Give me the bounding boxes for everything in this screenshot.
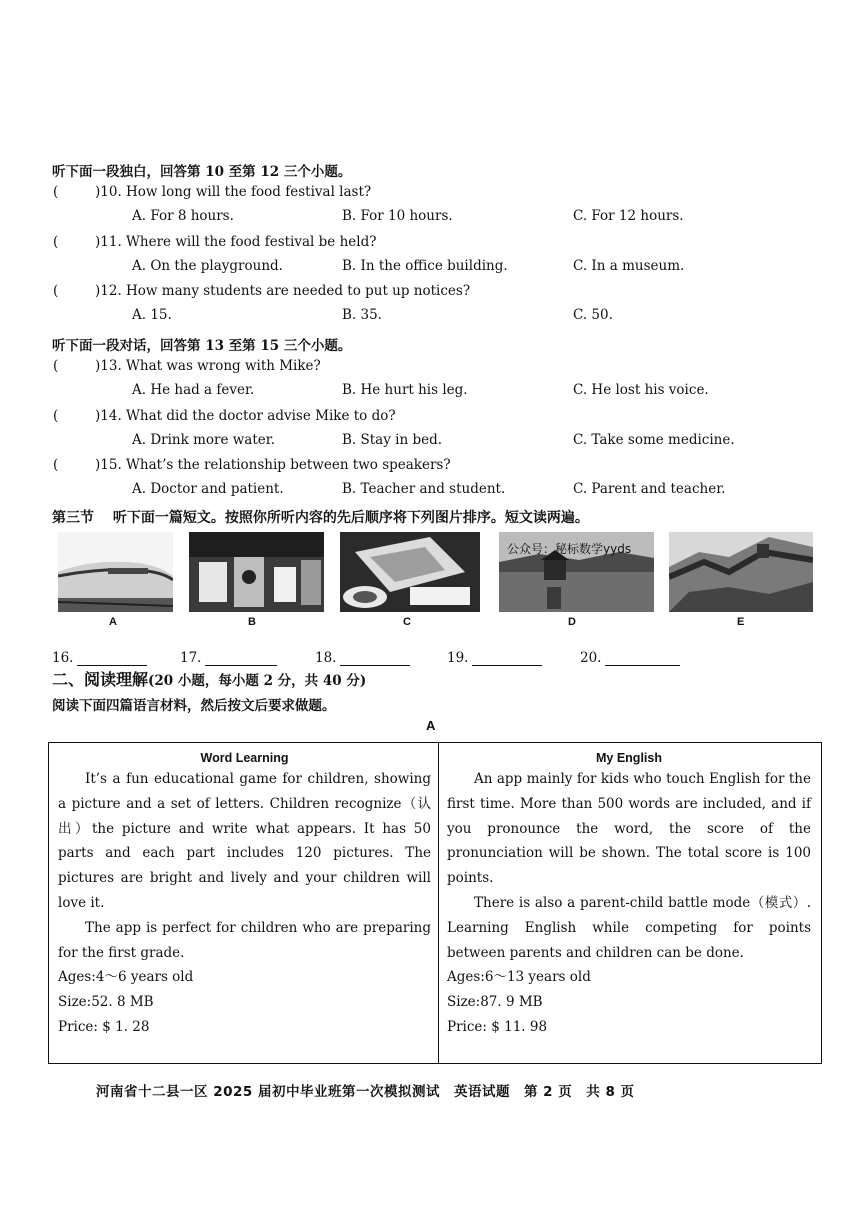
question-13-option-a[interactable]: A. He had a fever. (132, 382, 255, 398)
question-10-option-c[interactable]: C. For 12 hours. (573, 208, 684, 224)
question-10-stem: )10. How long will the food festival last? (95, 184, 372, 200)
word-learning-ages: Ages:4～6 years old (58, 969, 194, 986)
question-10-option-b[interactable]: B. For 10 hours. (342, 208, 453, 224)
answer-blank-16[interactable]: 16. (52, 650, 147, 666)
question-13-option-b[interactable]: B. He hurt his leg. (342, 382, 468, 398)
picture-b-label: B (248, 616, 256, 628)
my-english-paragraph-2: There is also a parent-child battle mode（模式）. Learning English while competing for points between parents and children can be done. (447, 894, 811, 961)
question-15-option-b[interactable]: B. Teacher and student. (342, 481, 506, 497)
question-15-option-c[interactable]: C. Parent and teacher. (573, 481, 726, 497)
picture-b-museum-image (189, 532, 324, 612)
section-intro-10-12: 听下面一段独白，回答第 10 至第 12 三个小题。 (52, 164, 352, 180)
question-14-stem: )14. What did the doctor advise Mike to do? (95, 407, 396, 424)
my-english-column (447, 743, 811, 1040)
question-15-option-a[interactable]: A. Doctor and patient. (132, 481, 284, 497)
answer-paren-14[interactable]: ( (53, 407, 59, 424)
question-11-option-b[interactable]: B. In the office building. (342, 257, 508, 274)
my-english-ages: Ages:6～13 years old (447, 969, 591, 986)
word-learning-price: Price: $ 1. 28 (58, 1018, 150, 1035)
question-11-option-a[interactable]: A. On the playground. (132, 257, 283, 274)
my-english-paragraph-1: An app mainly for kids who touch English for the first time. More than 500 words are included, and if you pronounce the word, the score of the pronunciation will be shown. The total score is 100 points. (447, 771, 811, 887)
question-12-stem: )12. How many students are needed to put up notices? (95, 283, 471, 299)
answer-paren-12[interactable]: ( (53, 283, 59, 299)
question-11-option-c[interactable]: C. In a museum. (573, 257, 685, 274)
watermark-text: 公众号：秘标数学yyds (507, 542, 632, 556)
question-14-option-c[interactable]: C. Take some medicine. (573, 431, 735, 448)
question-13-option-c[interactable]: C. He lost his voice. (573, 382, 709, 398)
picture-c-label: C (403, 616, 411, 628)
word-learning-column (58, 743, 431, 1040)
question-13-stem: )13. What was wrong with Mike? (95, 358, 321, 374)
picture-e-label: E (737, 616, 745, 628)
word-learning-size: Size:52. 8 MB (58, 994, 154, 1011)
passage-label: A (426, 718, 436, 733)
answer-blank-20[interactable]: 20. (580, 650, 680, 666)
part3-heading (52, 507, 589, 527)
picture-d-label: D (568, 616, 576, 628)
picture-e-great-wall-image (669, 532, 813, 612)
picture-c-food-image (340, 532, 480, 612)
question-12-option-c[interactable]: C. 50. (573, 307, 613, 323)
question-14-option-b[interactable]: B. Stay in bed. (342, 431, 443, 448)
word-learning-paragraph-1: It’s a fun educational game for children, showing a picture and a set of letters. Children recognize（认出）the picture and write what appears. It has 50 parts and each part includes 120 pictures. The pictures are bright and lively and your children will love it. (58, 771, 431, 911)
picture-a-label: A (109, 616, 117, 628)
question-15-stem: )15. What’s the relationship between two speakers? (95, 457, 451, 473)
reading-heading (52, 667, 366, 690)
app-comparison-table (48, 742, 822, 1064)
answer-paren-11[interactable]: ( (53, 233, 59, 250)
table-divider (438, 743, 439, 1063)
answer-paren-10[interactable]: ( (53, 184, 59, 200)
question-10-option-a[interactable]: A. For 8 hours. (132, 208, 234, 224)
my-english-price: Price: $ 11. 98 (447, 1018, 548, 1035)
reading-instruction: 阅读下面四篇语言材料，然后按文后要求做题。 (52, 698, 336, 714)
answer-paren-13[interactable]: ( (53, 358, 59, 374)
my-english-size: Size:87. 9 MB (447, 994, 543, 1011)
picture-d-lake-image (499, 532, 654, 612)
page-footer: 河南省十二县一区 2025 届初中毕业班第一次模拟测试 英语试题 第 2 页 共 8 页 (96, 1084, 635, 1100)
picture-a-train-image (58, 532, 173, 612)
answer-paren-15[interactable]: ( (53, 457, 59, 473)
answer-blank-19[interactable]: 19. (447, 650, 542, 666)
word-learning-paragraph-2: The app is perfect for children who are preparing for the first grade. (58, 919, 431, 961)
reading-title: 二、阅读理解 (52, 670, 149, 689)
part3-title: 第三节 (52, 510, 94, 526)
question-12-option-a[interactable]: A. 15. (132, 307, 172, 323)
my-english-title: My English (596, 751, 662, 765)
part3-text: 听下面一篇短文。按照你所听内容的先后顺序将下列图片排序。短文读两遍。 (112, 510, 589, 526)
question-14-option-a[interactable]: A. Drink more water. (132, 431, 276, 448)
word-learning-title: Word Learning (200, 751, 289, 765)
question-11-stem: )11. Where will the food festival be held? (95, 233, 377, 250)
answer-blank-18[interactable]: 18. (315, 650, 410, 666)
question-12-option-b[interactable]: B. 35. (342, 307, 382, 323)
answer-blank-17[interactable]: 17. (180, 650, 277, 666)
reading-note: (20 小题，每小题 2 分，共 40 分) (148, 673, 367, 689)
section-intro-13-15: 听下面一段对话，回答第 13 至第 15 三个小题。 (52, 338, 352, 354)
